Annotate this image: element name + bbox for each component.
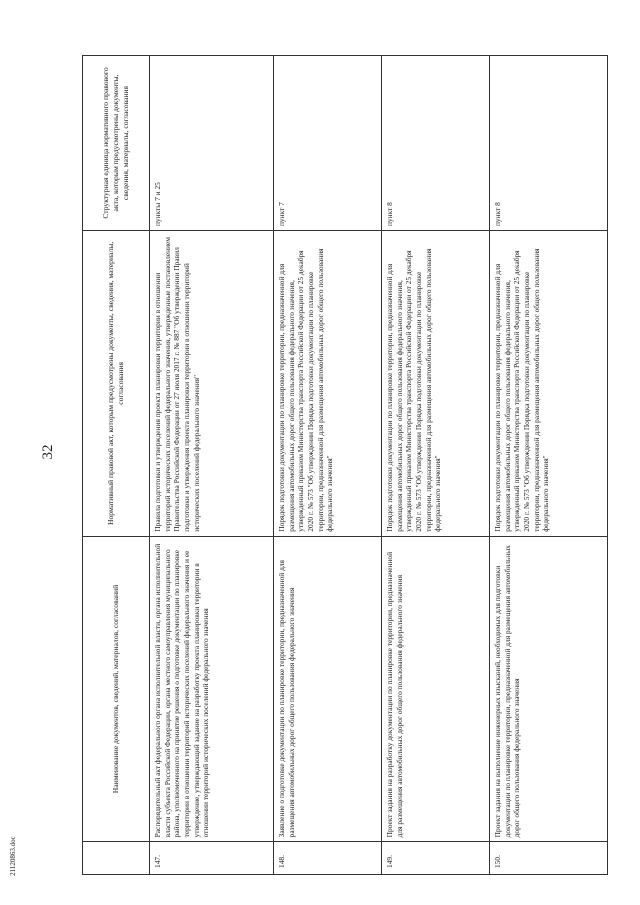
row-document-name: Заявление о подготовке документации по планировке территории, предназначенной для размещения автомобильных дорог общего пользования федерального значения <box>274 536 382 842</box>
table-row <box>490 56 608 875</box>
row-number: 147. <box>150 842 274 875</box>
header-legal-act: Нормативный правовой акт, которым предусмотрены документы, сведения, материалы, согласования <box>83 231 150 537</box>
row-legal-act: Правила подготовки и утверждения проекта планировки территории в отношении территорий исторических поселений федерального значения, утвержденные постановлением Правительства Российской Федерации от 27 июля 2017 г. № 887 "Об утверждении Правил подготовки и утверждения проекта планировки территории в отношении территорий исторических поселений федерального значения" <box>150 231 274 537</box>
row-number: 149. <box>382 842 490 875</box>
row-legal-act: Порядок подготовки документации по планировке территории, предназначенной для размещения автомобильных дорог общего пользования федерального значения, утвержденный приказом Министерства транспорта Российской Федерации от 25 декабря 2020 г. № 573 "Об утверждении Порядка подготовки документации по планировке территории, предназначенной для размещения автомобильных дорог общего пользования федерального значения" <box>490 231 608 537</box>
row-structural-unit: пункт 7 <box>274 56 382 231</box>
row-number: 148. <box>274 842 382 875</box>
row-structural-unit: пункты 7 и 25 <box>150 56 274 231</box>
documents-table <box>82 55 608 875</box>
row-structural-unit: пункт 8 <box>490 56 608 231</box>
table-row <box>382 56 490 875</box>
table-row <box>150 56 274 875</box>
footer-file-code: 21120863.doc <box>9 836 17 876</box>
table-row <box>274 56 382 875</box>
page-number: 32 <box>40 444 56 460</box>
row-legal-act: Порядок подготовки документации по планировке территории, предназначенной для размещения автомобильных дорог общего пользования федерального значения, утвержденный приказом Министерства транспорта Российской Федерации от 25 декабря 2020 г. № 573 "Об утверждении Порядка подготовки документации по планировке территории, предназначенной для размещения автомобильных дорог общего пользования федерального значения" <box>274 231 382 537</box>
header-number <box>83 842 150 875</box>
row-number: 150. <box>490 842 608 875</box>
row-legal-act: Порядок подготовки документации по планировке территории, предназначенной для размещения автомобильных дорог общего пользования федерального значения, утвержденный приказом Министерства транспорта Российской Федерации от 25 декабря 2020 г. № 573 "Об утверждении Порядка подготовки документации по планировке территории, предназначенной для размещения автомобильных дорог общего пользования федерального значения" <box>382 231 490 537</box>
row-document-name: Проект задания на разработку документации по планировке территории, предназначенной для размещения автомобильных дорог общего пользования федерального значения <box>382 536 490 842</box>
table-header-row <box>83 56 150 875</box>
row-document-name: Проект задания на выполнение инженерных изысканий, необходимых для подготовки документации по планировке территории, предназначенной для размещения автомобильных дорог общего пользования федерального значения <box>490 536 608 842</box>
row-structural-unit: пункт 8 <box>382 56 490 231</box>
header-document-name: Наименование документов, сведений, материалов, согласований <box>83 536 150 842</box>
header-structural-unit: Структурная единица нормативного правового акта, которым предусмотрены документы, сведения, материалы, согласования <box>83 56 150 231</box>
row-document-name: Распорядительный акт федерального органа исполнительной власти, органа исполнительной власти субъекта Российской Федерации, органа местного самоуправления муниципального района, уполномоченного на принятие решения о подготовке документации по планировке территории в отношении территорий исторических поселений федерального значения и ее утверждение, утверждающий задание на разработку проекта планировки территории в отношении территорий исторических поселений федерального значения <box>150 536 274 842</box>
